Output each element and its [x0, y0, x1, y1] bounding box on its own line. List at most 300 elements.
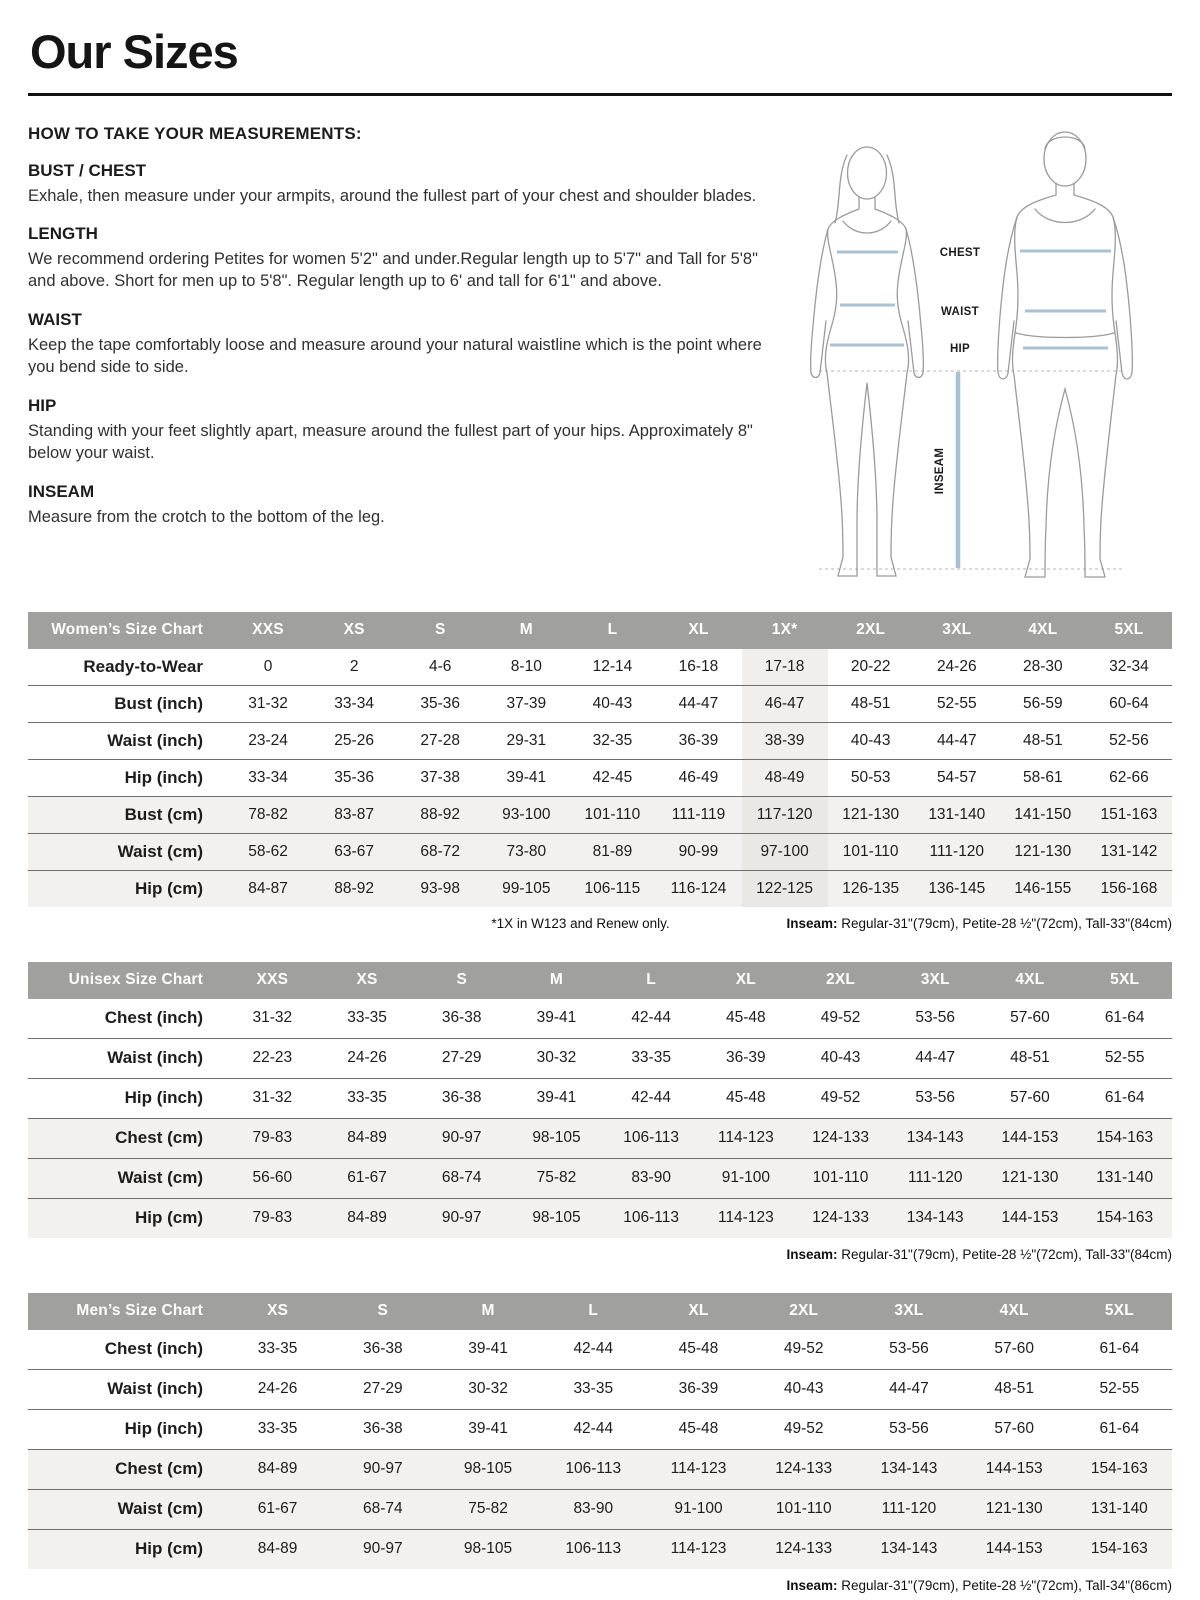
unisex-table-title: Unisex Size Chart [68, 971, 203, 988]
table-cell: 57-60 [994, 1420, 1034, 1437]
table-cell: 124-133 [812, 1209, 869, 1226]
page-title: Our Sizes [30, 25, 238, 78]
column-header-L: L [646, 971, 656, 988]
column-header-2XL: 2XL [789, 1302, 819, 1319]
table-cell: 121-130 [842, 805, 900, 823]
table-row [28, 1489, 1172, 1529]
row-label: Chest (inch) [104, 1339, 203, 1358]
men-header-row [28, 1293, 1172, 1330]
table-cell: 83-90 [631, 1169, 671, 1186]
table-cell: 75-82 [536, 1169, 577, 1186]
table-cell: 17-18 [742, 649, 828, 685]
table-cell: 106-115 [584, 879, 641, 897]
table-cell: 46-49 [678, 768, 719, 786]
column-header-M: M [519, 621, 533, 638]
table-cell: 29-31 [506, 731, 547, 749]
row-label: Chest (inch) [104, 1008, 203, 1027]
section-inseam [28, 482, 773, 529]
column-header-3XL: 3XL [942, 621, 972, 638]
table-row [28, 722, 1172, 759]
table-cell: 36-38 [441, 1089, 482, 1106]
body-measurement-figures [777, 120, 1172, 602]
table-cell: 79-83 [252, 1209, 293, 1226]
table-cell: 42-45 [592, 768, 633, 786]
row-label: Bust (inch) [114, 693, 203, 713]
table-cell: 99-105 [502, 879, 551, 897]
table-cell: 48-49 [742, 760, 828, 796]
table-cell: 42-44 [631, 1009, 671, 1026]
table-cell: 134-143 [880, 1540, 938, 1557]
man-figure-icon [998, 132, 1133, 577]
table-cell: 141-150 [1014, 805, 1072, 823]
table-cell: 83-90 [573, 1500, 614, 1517]
table-cell: 38-39 [742, 723, 828, 759]
table-cell: 53-56 [889, 1420, 929, 1437]
footnote-asterisk: *1X in W123 and Renew only. [491, 915, 670, 931]
column-header-XXS: XXS [256, 971, 289, 988]
table-row [28, 1330, 1172, 1369]
section-heading: HIP [28, 396, 57, 416]
table-cell: 154-163 [1096, 1129, 1154, 1146]
column-header-4XL: 4XL [999, 1302, 1029, 1319]
table-row [28, 1409, 1172, 1449]
table-cell: 36-38 [363, 1340, 403, 1357]
table-cell: 27-29 [363, 1380, 403, 1397]
table-cell: 40-43 [592, 694, 633, 712]
section-heading: BUST / CHEST [28, 160, 147, 180]
table-cell: 124-133 [775, 1460, 833, 1477]
table-cell: 33-35 [257, 1340, 298, 1357]
table-cell: 36-39 [726, 1049, 766, 1066]
table-cell: 68-74 [363, 1500, 403, 1517]
table-cell: 50-53 [850, 768, 891, 786]
how-to-heading: HOW TO TAKE YOUR MEASUREMENTS: [28, 123, 362, 143]
table-cell: 60-64 [1109, 694, 1149, 712]
table-cell: 154-163 [1090, 1540, 1148, 1557]
unisex-footnotes [28, 1247, 1172, 1265]
table-cell: 84-89 [257, 1460, 298, 1477]
table-cell: 98-105 [532, 1209, 581, 1226]
table-cell: 45-48 [726, 1009, 766, 1026]
table-cell: 30-32 [468, 1380, 508, 1397]
men-footnotes [28, 1578, 1172, 1596]
table-cell: 36-39 [678, 731, 719, 749]
table-cell: 58-62 [248, 842, 288, 860]
table-cell: 61-67 [347, 1169, 387, 1186]
table-cell: 111-120 [881, 1500, 937, 1517]
table-cell: 20-22 [850, 657, 891, 675]
table-cell: 101-110 [812, 1169, 869, 1186]
row-label: Waist (inch) [107, 1048, 203, 1067]
table-cell: 90-97 [363, 1460, 403, 1477]
table-cell: 98-105 [463, 1540, 513, 1557]
section-body: Standing with your feet slightly apart, measure around the fullest part of your hips. Approximately 8" below your waist. [28, 422, 753, 463]
table-cell: 56-60 [252, 1169, 293, 1186]
table-cell: 111-119 [671, 805, 726, 823]
table-cell: 131-142 [1100, 842, 1158, 860]
table-cell: 144-153 [1001, 1129, 1059, 1146]
table-cell: 78-82 [248, 805, 288, 823]
table-row [28, 1449, 1172, 1489]
section-body: We recommend ordering Petites for women 5'2" and under.Regular length up to 5'7" and Tall for 5'8" and above. Short for men up to 5'8". Regular length up to 6' and tall for 6'1" and above. [28, 250, 758, 291]
table-cell: 156-168 [1100, 879, 1158, 897]
table-cell: 31-32 [252, 1089, 293, 1106]
table-cell: 16-18 [678, 657, 719, 675]
table-cell: 37-38 [420, 768, 461, 786]
table-cell: 24-26 [257, 1380, 298, 1397]
table-cell: 28-30 [1023, 657, 1063, 675]
table-cell: 54-57 [936, 768, 977, 786]
table-row [28, 1158, 1172, 1198]
table-cell: 61-64 [1104, 1089, 1145, 1106]
column-header-XS: XS [343, 621, 365, 638]
table-cell: 8-10 [510, 657, 542, 675]
row-label: Waist (cm) [117, 1168, 203, 1187]
table-cell: 144-153 [1001, 1209, 1059, 1226]
table-cell: 52-55 [1104, 1049, 1145, 1066]
table-cell: 37-39 [506, 694, 547, 712]
row-label: Hip (inch) [124, 1419, 203, 1438]
table-cell: 61-64 [1099, 1340, 1140, 1357]
table-cell: 4-6 [429, 657, 452, 675]
table-cell: 39-41 [536, 1009, 577, 1026]
table-cell: 27-29 [441, 1049, 482, 1066]
table-cell: 131-140 [928, 805, 986, 823]
table-cell: 81-89 [592, 842, 633, 860]
row-label: Chest (cm) [115, 1128, 203, 1147]
waist-label: WAIST [941, 305, 979, 318]
table-cell: 90-97 [441, 1209, 482, 1226]
table-cell: 49-52 [820, 1089, 861, 1106]
footnote-inseam: Inseam: Regular-31"(79cm), Petite-28 ½"(72cm), Tall-33"(84cm) [786, 1246, 1172, 1262]
table-cell: 24-26 [347, 1049, 387, 1066]
table-cell: 33-35 [573, 1380, 614, 1397]
table-cell: 151-163 [1100, 805, 1158, 823]
table-cell: 57-60 [1010, 1089, 1050, 1106]
table-cell: 84-89 [347, 1209, 387, 1226]
footnote-inseam: Inseam: Regular-31"(79cm), Petite-28 ½"(72cm), Tall-34"(86cm) [786, 1577, 1172, 1593]
table-cell: 121-130 [1014, 842, 1072, 860]
row-label: Waist (inch) [107, 1379, 203, 1398]
table-cell: 101-110 [842, 842, 899, 860]
table-cell: 53-56 [889, 1340, 929, 1357]
column-header-4XL: 4XL [1028, 621, 1058, 638]
table-cell: 39-41 [468, 1340, 508, 1357]
table-cell: 154-163 [1090, 1460, 1148, 1477]
table-cell: 42-44 [631, 1089, 671, 1106]
table-cell: 48-51 [994, 1380, 1034, 1397]
table-cell: 24-26 [936, 657, 977, 675]
table-cell: 91-100 [721, 1169, 770, 1186]
column-header-M: M [549, 971, 563, 988]
row-label: Waist (cm) [117, 841, 203, 861]
table-cell: 44-47 [936, 731, 977, 749]
column-header-S: S [377, 1302, 389, 1319]
table-cell: 42-44 [573, 1340, 614, 1357]
table-cell: 36-38 [363, 1420, 403, 1437]
chest-label: CHEST [939, 246, 981, 259]
table-cell: 62-66 [1109, 768, 1149, 786]
measurement-instructions-section [28, 120, 1172, 602]
section-heading: INSEAM [28, 482, 95, 502]
table-cell: 33-34 [248, 768, 288, 786]
table-cell: 144-153 [985, 1460, 1043, 1477]
table-cell: 131-140 [1096, 1169, 1154, 1186]
table-cell: 90-97 [363, 1540, 403, 1557]
size-chart-unisex [28, 962, 1172, 1265]
column-header-XS: XS [267, 1302, 289, 1319]
women-table-title: Women’s Size Chart [51, 621, 203, 638]
column-header-1X*: 1X* [771, 621, 798, 638]
table-cell: 106-113 [623, 1209, 679, 1226]
table-cell: 101-110 [775, 1500, 832, 1517]
woman-figure-icon [811, 147, 924, 576]
column-header-2XL: 2XL [826, 971, 856, 988]
section-bust-chest [28, 161, 773, 208]
table-cell: 68-74 [441, 1169, 482, 1186]
table-cell: 101-110 [584, 805, 641, 823]
table-cell: 36-39 [678, 1380, 719, 1397]
table-cell: 49-52 [820, 1009, 861, 1026]
table-cell: 53-56 [915, 1089, 956, 1106]
table-cell: 39-41 [468, 1420, 508, 1437]
table-cell: 136-145 [928, 879, 986, 897]
inseam-label: INSEAM [934, 447, 946, 494]
table-row [28, 1198, 1172, 1238]
table-cell: 49-52 [783, 1340, 824, 1357]
table-cell: 131-140 [1090, 1500, 1148, 1517]
table-row [28, 1529, 1172, 1569]
table-cell: 91-100 [674, 1500, 723, 1517]
row-label: Hip (inch) [124, 1088, 203, 1107]
table-cell: 33-34 [334, 694, 374, 712]
table-cell: 97-100 [742, 834, 828, 870]
table-row [28, 649, 1172, 685]
table-row [28, 1369, 1172, 1409]
table-cell: 52-56 [1109, 731, 1149, 749]
table-cell: 90-99 [678, 842, 719, 860]
table-cell: 52-55 [936, 694, 977, 712]
table-cell: 124-133 [812, 1129, 869, 1146]
table-cell: 68-72 [420, 842, 461, 860]
table-row [28, 796, 1172, 833]
table-row [28, 685, 1172, 722]
column-header-S: S [456, 971, 468, 988]
table-cell: 42-44 [573, 1420, 614, 1437]
footnote-inseam: Inseam: Regular-31"(79cm), Petite-28 ½"(72cm), Tall-33"(84cm) [786, 915, 1172, 931]
table-cell: 35-36 [420, 694, 461, 712]
table-cell: 124-133 [775, 1540, 833, 1557]
row-label: Hip (cm) [135, 878, 203, 898]
table-cell: 12-14 [592, 657, 633, 675]
table-cell: 44-47 [678, 694, 719, 712]
table-cell: 134-143 [880, 1460, 938, 1477]
table-row [28, 870, 1172, 907]
table-cell: 134-143 [906, 1209, 964, 1226]
table-cell: 48-51 [1010, 1049, 1050, 1066]
table-cell: 44-47 [889, 1380, 929, 1397]
table-cell: 31-32 [248, 694, 288, 712]
table-cell: 44-47 [915, 1049, 956, 1066]
table-cell: 126-135 [842, 879, 900, 897]
table-cell: 33-35 [631, 1049, 671, 1066]
table-cell: 154-163 [1096, 1209, 1154, 1226]
column-header-L: L [588, 1302, 599, 1319]
table-cell: 33-35 [347, 1089, 387, 1106]
table-cell: 121-130 [1001, 1169, 1059, 1186]
table-cell: 98-105 [532, 1129, 581, 1146]
table-cell: 106-113 [565, 1460, 622, 1477]
table-cell: 98-105 [463, 1460, 513, 1477]
table-cell: 32-35 [592, 731, 633, 749]
table-row [28, 759, 1172, 796]
men-table-title: Men’s Size Chart [76, 1302, 203, 1319]
table-cell: 27-28 [420, 731, 461, 749]
table-cell: 90-97 [441, 1129, 482, 1146]
table-cell: 111-120 [929, 842, 985, 860]
column-header-4XL: 4XL [1015, 971, 1045, 988]
section-heading: LENGTH [28, 224, 98, 244]
table-cell: 93-100 [502, 805, 551, 823]
table-cell: 116-124 [670, 879, 727, 897]
table-cell: 58-61 [1023, 768, 1063, 786]
table-cell: 30-32 [536, 1049, 577, 1066]
size-charts-container [28, 612, 1172, 1596]
table-cell: 144-153 [985, 1540, 1043, 1557]
table-cell: 40-43 [820, 1049, 861, 1066]
table-row [28, 1118, 1172, 1158]
table-cell: 122-125 [742, 871, 828, 907]
section-body: Keep the tape comfortably loose and measure around your natural waistline which is the point where you bend side to side. [28, 336, 762, 377]
table-row [28, 833, 1172, 870]
women-footnotes [28, 916, 1172, 934]
table-cell: 114-123 [717, 1129, 774, 1146]
row-label: Hip (cm) [135, 1208, 203, 1227]
table-cell: 0 [263, 657, 273, 675]
column-header-5XL: 5XL [1114, 621, 1144, 638]
table-cell: 114-123 [670, 1540, 727, 1557]
table-cell: 32-34 [1109, 657, 1149, 675]
table-cell: 146-155 [1014, 879, 1072, 897]
table-row [28, 999, 1172, 1038]
table-cell: 61-64 [1099, 1420, 1140, 1437]
table-cell: 48-51 [1023, 731, 1063, 749]
table-cell: 84-87 [248, 879, 288, 897]
table-cell: 111-120 [907, 1169, 963, 1186]
table-row [28, 1078, 1172, 1118]
table-cell: 75-82 [468, 1500, 508, 1517]
table-cell: 56-59 [1023, 694, 1063, 712]
table-cell: 2 [349, 657, 359, 675]
column-header-3XL: 3XL [894, 1302, 924, 1319]
row-label: Ready-to-Wear [83, 656, 203, 676]
measurement-diagram-icon [777, 120, 1167, 592]
section-heading: WAIST [28, 310, 82, 330]
table-cell: 40-43 [850, 731, 891, 749]
section-waist [28, 310, 773, 379]
table-cell: 31-32 [252, 1009, 293, 1026]
table-cell: 84-89 [257, 1540, 298, 1557]
table-cell: 117-120 [742, 797, 828, 833]
table-cell: 46-47 [742, 686, 828, 722]
table-row [28, 1038, 1172, 1078]
table-cell: 84-89 [347, 1129, 387, 1146]
table-cell: 106-113 [623, 1129, 679, 1146]
table-cell: 52-55 [1099, 1380, 1140, 1397]
table-cell: 22-23 [252, 1049, 293, 1066]
table-cell: 63-67 [334, 842, 374, 860]
column-header-XL: XL [735, 971, 756, 988]
table-cell: 39-41 [536, 1089, 577, 1106]
table-cell: 45-48 [678, 1340, 719, 1357]
table-cell: 25-26 [334, 731, 374, 749]
table-cell: 88-92 [334, 879, 374, 897]
table-cell: 106-113 [565, 1540, 622, 1557]
instructions-column [28, 120, 773, 602]
table-cell: 83-87 [334, 805, 374, 823]
table-cell: 40-43 [783, 1380, 824, 1397]
column-header-2XL: 2XL [856, 621, 886, 638]
section-length [28, 224, 773, 293]
table-cell: 49-52 [783, 1420, 824, 1437]
row-label: Hip (cm) [135, 1539, 203, 1558]
column-header-XL: XL [688, 1302, 709, 1319]
table-cell: 79-83 [252, 1129, 293, 1146]
column-header-XS: XS [356, 971, 378, 988]
table-cell: 61-67 [257, 1500, 298, 1517]
women-header-row [28, 612, 1172, 649]
table-cell: 114-123 [717, 1209, 774, 1226]
table-cell: 36-38 [441, 1009, 482, 1026]
column-header-L: L [607, 621, 618, 638]
table-cell: 35-36 [334, 768, 374, 786]
table-cell: 88-92 [420, 805, 461, 823]
table-cell: 61-64 [1104, 1009, 1145, 1026]
column-header-S: S [434, 621, 446, 638]
table-cell: 33-35 [347, 1009, 387, 1026]
section-body: Exhale, then measure under your armpits, around the fullest part of your chest and shoulder blades. [28, 186, 757, 205]
section-body: Measure from the crotch to the bottom of the leg. [28, 508, 385, 527]
table-cell: 23-24 [248, 731, 288, 749]
title-divider [28, 93, 1172, 96]
column-header-M: M [481, 1302, 495, 1319]
table-cell: 45-48 [726, 1089, 766, 1106]
unisex-header-row [28, 962, 1172, 999]
row-label: Waist (inch) [107, 730, 203, 750]
table-cell: 57-60 [1010, 1009, 1050, 1026]
table-cell: 114-123 [670, 1460, 727, 1477]
table-cell: 33-35 [257, 1420, 298, 1437]
table-cell: 57-60 [994, 1340, 1034, 1357]
row-label: Chest (cm) [115, 1459, 203, 1478]
column-header-3XL: 3XL [920, 971, 950, 988]
hip-label: HIP [949, 342, 971, 355]
row-label: Hip (inch) [124, 767, 203, 787]
column-header-5XL: 5XL [1110, 971, 1140, 988]
table-cell: 45-48 [678, 1420, 719, 1437]
table-cell: 73-80 [506, 842, 547, 860]
table-cell: 48-51 [850, 694, 891, 712]
section-hip [28, 396, 773, 465]
table-cell: 134-143 [906, 1129, 964, 1146]
column-header-5XL: 5XL [1104, 1302, 1134, 1319]
table-cell: 121-130 [985, 1500, 1043, 1517]
row-label: Bust (cm) [124, 804, 203, 824]
size-chart-men [28, 1293, 1172, 1596]
table-cell: 93-98 [420, 879, 461, 897]
column-header-XL: XL [688, 621, 709, 638]
column-header-XXS: XXS [252, 621, 284, 638]
